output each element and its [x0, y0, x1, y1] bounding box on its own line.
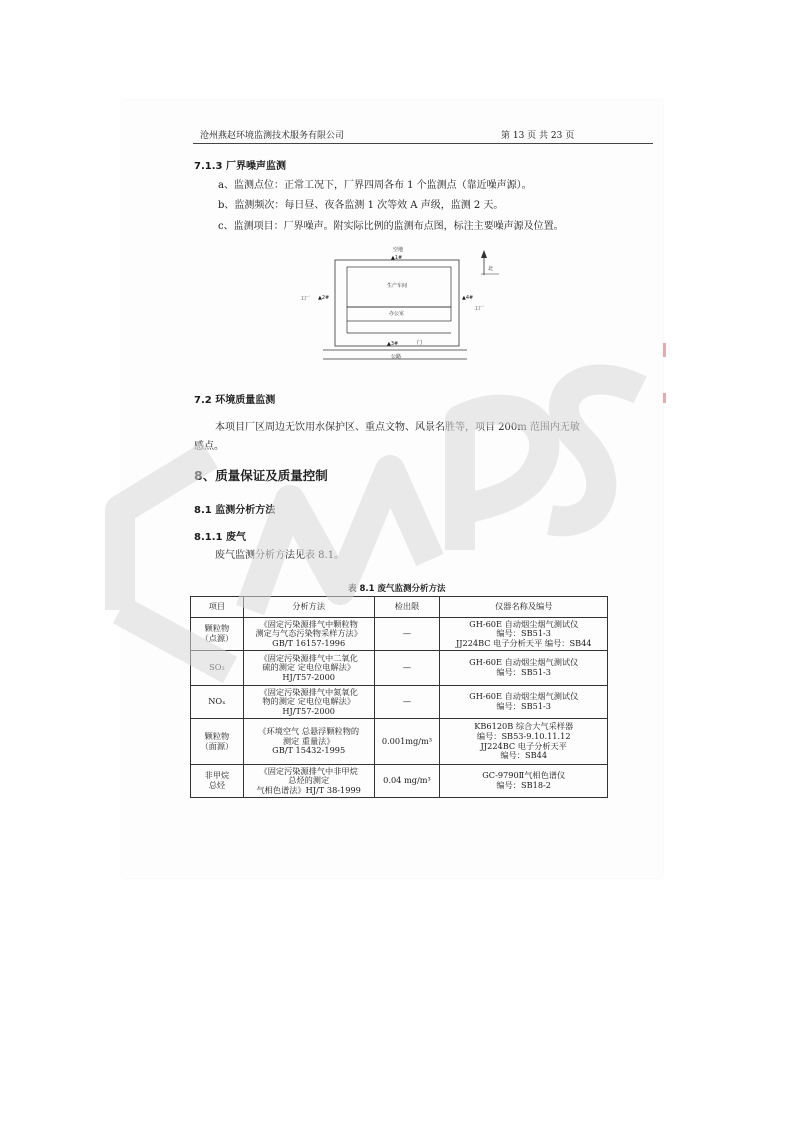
cell-method: 《固定污染源排气中颗粒物 测定与气态污染物采样方法》 GB/T 16157-1996 — [243, 618, 374, 651]
table-row — [191, 651, 608, 686]
header-rule — [193, 143, 653, 144]
cell-limit: — — [374, 618, 440, 651]
section-72-title: 7.2 环境质量监测 — [194, 395, 276, 406]
table-header-row — [191, 597, 608, 618]
cell-item: 非甲烷 总烃 — [191, 765, 244, 798]
cell-item: 颗粒物 （点源） — [191, 618, 244, 651]
north-arrow-icon — [481, 250, 487, 258]
header-company: 沧州燕赵环境监测技术服务有限公司 — [200, 131, 345, 141]
section-8-title: 8、质量保证及质量控制 — [194, 468, 328, 483]
header-item: 项目 — [191, 597, 244, 618]
cell-limit: 0.04 mg/m³ — [374, 765, 440, 798]
cell-item: NOₓ — [191, 686, 244, 719]
label-office: 办公室 — [389, 311, 405, 317]
section-81-title: 8.1 监测分析方法 — [194, 505, 276, 516]
cell-instrument: GC-9790Ⅱ气相色谱仪 编号：SB18-2 — [440, 765, 608, 798]
header-method: 分析方法 — [243, 597, 374, 618]
label-workshop: 生产车间 — [387, 283, 408, 289]
label-factory-right: 工厂 — [474, 306, 485, 312]
table-row — [191, 686, 608, 719]
cell-item: 颗粒物 （面源） — [191, 719, 244, 765]
section-713-title: 7.1.3 厂界噪声监测 — [194, 161, 286, 172]
section-72-text-line2: 感点。 — [194, 441, 224, 452]
scan-edge-mark — [663, 343, 666, 357]
label-gate: 门 — [417, 340, 423, 346]
header-limit: 检出限 — [374, 597, 440, 618]
cell-instrument: GH-60E 自动烟尘烟气测试仪 编号：SB51-3 JJ224BC 电子分析天平 编号：SB44 — [440, 618, 608, 651]
label-open-land: 空地 — [393, 247, 404, 253]
label-factory-left: 工厂 — [300, 296, 311, 302]
waste-gas-method-table — [190, 596, 608, 798]
cell-instrument: GH-60E 自动烟尘烟气测试仪 编号：SB51-3 — [440, 651, 608, 686]
cell-method: 《环境空气 总悬浮颗粒物的 测定 重量法》 GB/T 15432-1995 — [243, 719, 374, 765]
cell-item: SO₂ — [191, 651, 244, 686]
table-row — [191, 618, 608, 651]
cell-method: 《固定污染源排气中非甲烷 总烃的测定 气相色谱法》HJ/T 38-1999 — [243, 765, 374, 798]
monitor-point-2: ▲2# — [318, 295, 330, 301]
section-713-item-b: b、监测频次：每日昼、夜各监测 1 次等效 A 声级，监测 2 天。 — [218, 200, 504, 211]
monitor-point-3: ▲3# — [387, 341, 399, 347]
table-row — [191, 719, 608, 765]
cell-limit: — — [374, 686, 440, 719]
cell-method: 《固定污染源排气中二氧化 硫的测定 定电位电解法》 HJ/T57-2000 — [243, 651, 374, 686]
cell-method: 《固定污染源排气中氮氧化 物的测定 定电位电解法》 HJ/T57-2000 — [243, 686, 374, 719]
header-instrument: 仪器名称及编号 — [440, 597, 608, 618]
monitoring-layout-diagram — [299, 247, 499, 367]
scan-edge-mark — [663, 393, 666, 403]
cell-instrument: KB6120B 综合大气采样器 编号：SB53-9.10.11.12 JJ224BC 电子分析天平 编号：SB44 — [440, 719, 608, 765]
section-713-item-a: a、监测点位：正常工况下，厂界四周各布 1 个监测点（靠近噪声源）。 — [218, 180, 532, 191]
document-page — [122, 100, 663, 878]
label-north: 北 — [488, 266, 494, 272]
section-811-text: 废气监测分析方法见表 8.1。 — [215, 550, 345, 561]
section-811-title: 8.1.1 废气 — [194, 532, 246, 543]
table-caption: 表 8.1 废气监测分析方法 — [348, 584, 446, 594]
header-page-info: 第 13 页 共 23 页 — [501, 131, 575, 141]
section-713-item-c: c、监测项目：厂界噪声。附实际比例的监测布点图，标注主要噪声源及位置。 — [218, 221, 564, 232]
cell-limit: — — [374, 651, 440, 686]
label-road: 公路 — [391, 354, 402, 360]
table-row — [191, 765, 608, 798]
cell-instrument: GH-60E 自动烟尘烟气测试仪 编号：SB51-3 — [440, 686, 608, 719]
monitor-point-1: ▲1# — [391, 255, 403, 261]
cell-limit: 0.001mg/m³ — [374, 719, 440, 765]
section-72-text-line1: 本项目厂区周边无饮用水保护区、重点文物、风景名胜等，项目 200m 范围内无敏 — [215, 422, 580, 433]
monitor-point-4: ▲4# — [462, 295, 474, 301]
